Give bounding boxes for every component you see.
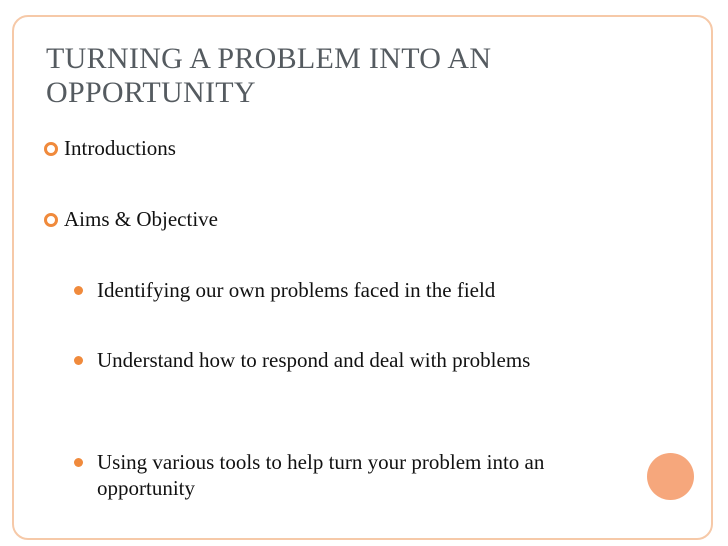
ring-bullet-icon <box>44 142 58 156</box>
ring-bullet-icon <box>44 213 58 227</box>
orange-circle-icon <box>647 453 694 500</box>
slide-title: TURNING A PROBLEM INTO AN OPPORTUNITY <box>46 42 492 109</box>
sub-bullet-text: Identifying our own problems faced in the field <box>97 278 496 302</box>
bullet-text: Aims & Objective <box>64 207 218 231</box>
sub-bullet-item-understand <box>74 347 574 373</box>
sub-bullet-item-using-tools <box>74 449 619 501</box>
sub-bullet-text: Understand how to respond and deal with problems <box>97 348 531 372</box>
dot-bullet-icon <box>74 458 83 467</box>
dot-bullet-icon <box>74 286 83 295</box>
dot-bullet-icon <box>74 356 83 365</box>
sub-bullet-item-identifying <box>74 277 634 303</box>
sub-bullet-text: Using various tools to help turn your problem into an opportunity <box>97 450 545 500</box>
bullet-text: Introductions <box>64 136 176 160</box>
